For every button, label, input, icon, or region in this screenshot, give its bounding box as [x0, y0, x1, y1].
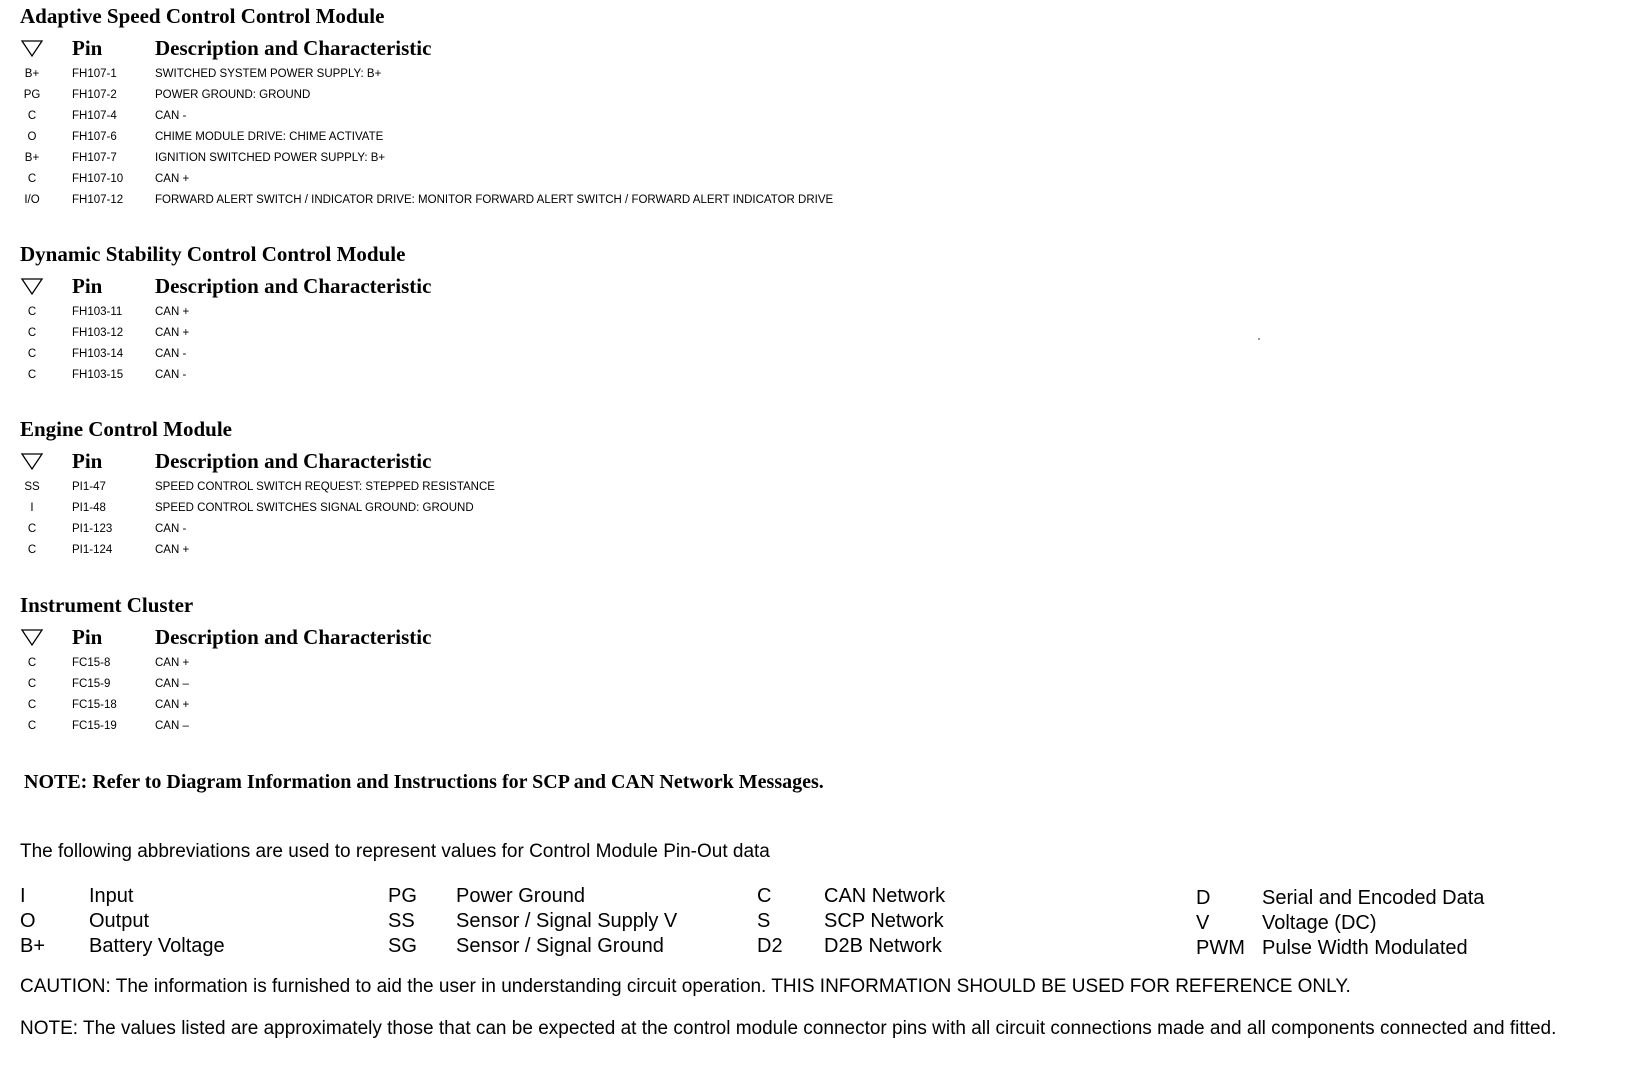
section-adaptive-speed-control: [20, 4, 834, 211]
abbr-meaning: D2B Network: [824, 935, 942, 957]
pin-type: O: [27, 131, 37, 143]
pin-type: I: [30, 502, 34, 514]
table-row: [20, 148, 384, 169]
pin-type: B+: [24, 152, 40, 164]
table-row: [20, 477, 495, 498]
table-row: [20, 64, 384, 85]
table-row: [20, 519, 232, 540]
pin-type: C: [27, 523, 37, 535]
table-row: [20, 302, 405, 323]
abbr-meaning: Input: [89, 885, 134, 907]
pin-id: FH107-6: [72, 131, 117, 143]
pin-id: FH103-11: [72, 306, 123, 318]
pin-type: C: [27, 544, 37, 556]
pin-description: CAN -: [155, 523, 187, 535]
pin-description: CAN +: [155, 544, 190, 556]
pin-type: I/O: [24, 194, 40, 206]
description-column-header: Description and Characteristic: [155, 36, 432, 60]
description-column-header: Description and Characteristic: [155, 625, 432, 649]
pin-description: CAN +: [155, 657, 190, 669]
caution-note: CAUTION: The information is furnished to aid the user in understanding circuit operation. THIS INFORMATION SHOULD BE USED FOR REFERENCE ONLY.: [20, 976, 1351, 997]
table-row: [20, 190, 834, 211]
description-column-header: Description and Characteristic: [155, 449, 432, 473]
pin-id: PI1-123: [72, 523, 113, 535]
pin-id: FH107-4: [72, 110, 117, 122]
section-title: Dynamic Stability Control Control Module: [20, 242, 406, 266]
pin-column-header: Pin: [72, 36, 103, 60]
pin-id: FH107-10: [72, 173, 124, 185]
abbr-meaning: Voltage (DC): [1262, 912, 1377, 934]
pin-description: CAN +: [155, 306, 190, 318]
table-row: [20, 498, 474, 519]
pin-id: FH103-12: [72, 327, 124, 339]
table-row: [20, 169, 384, 190]
pin-id: FH107-2: [72, 89, 117, 101]
pin-type: C: [27, 327, 37, 339]
pin-description: POWER GROUND: GROUND: [155, 89, 311, 101]
table-row: [20, 540, 232, 561]
abbr-code: SS: [388, 910, 415, 932]
pin-description: SWITCHED SYSTEM POWER SUPPLY: B+: [155, 68, 382, 80]
pin-id: FC15-18: [72, 699, 117, 711]
pin-type: B+: [24, 68, 40, 80]
section-title: Engine Control Module: [20, 417, 232, 441]
triangle-down-icon: [20, 276, 44, 296]
section-title: Adaptive Speed Control Control Module: [20, 4, 385, 28]
table-header: [20, 274, 432, 302]
pin-id: FC15-19: [72, 720, 117, 732]
table-row: [20, 127, 384, 148]
pin-description: CAN -: [155, 369, 187, 381]
pin-type: C: [27, 678, 37, 690]
abbr-meaning: Serial and Encoded Data: [1262, 887, 1485, 909]
table-row: [20, 653, 193, 674]
triangle-down-icon: [20, 451, 44, 471]
abbr-code: PWM: [1196, 937, 1245, 959]
abbr-code: I: [20, 885, 26, 907]
pin-description: SPEED CONTROL SWITCHES SIGNAL GROUND: GROUND: [155, 502, 474, 514]
table-row: [20, 674, 193, 695]
table-row: [20, 716, 193, 737]
table-header: [20, 36, 432, 64]
abbr-meaning: Power Ground: [456, 885, 585, 907]
pin-description: CAN +: [155, 173, 190, 185]
pin-id: FH103-14: [72, 348, 124, 360]
table-row: [20, 323, 405, 344]
pin-id: FH107-12: [72, 194, 124, 206]
pin-type: C: [27, 173, 37, 185]
pin-column-header: Pin: [72, 449, 103, 473]
pin-type: C: [27, 306, 37, 318]
pin-id: PI1-48: [72, 502, 106, 514]
pin-description: CAN +: [155, 327, 190, 339]
abbr-meaning: Pulse Width Modulated: [1262, 937, 1468, 959]
abbr-code: O: [20, 910, 36, 932]
abbr-code: D2: [757, 935, 783, 957]
pin-type: C: [27, 657, 37, 669]
pin-id: FH107-1: [72, 68, 117, 80]
network-note: NOTE: Refer to Diagram Information and Instructions for SCP and CAN Network Messages.: [24, 771, 824, 793]
pin-description: CAN -: [155, 348, 187, 360]
pin-id: FC15-8: [72, 657, 111, 669]
abbr-meaning: Sensor / Signal Ground: [456, 935, 664, 957]
abbr-meaning: CAN Network: [824, 885, 946, 907]
pin-column-header: Pin: [72, 274, 103, 298]
abbr-meaning: Output: [89, 910, 150, 932]
pin-type: C: [27, 699, 37, 711]
pin-description: FORWARD ALERT SWITCH / INDICATOR DRIVE: MONITOR FORWARD ALERT SWITCH / FORWARD ALERT INDICATOR DRIVE: [155, 194, 834, 206]
table-row: [20, 85, 384, 106]
values-note: NOTE: The values listed are approximately those that can be expected at the control module connector pins with all circuit connections made and all components connected and fitted.: [20, 1018, 1557, 1039]
pin-description: IGNITION SWITCHED POWER SUPPLY: B+: [155, 152, 386, 164]
abbreviations-intro: The following abbreviations are used to represent values for Control Module Pin-Out data: [20, 841, 770, 862]
pin-column-header: Pin: [72, 625, 103, 649]
pin-description: CAN –: [155, 720, 189, 732]
pin-description: CHIME MODULE DRIVE: CHIME ACTIVATE: [155, 131, 384, 143]
table-row: [20, 106, 384, 127]
abbr-code: D: [1196, 887, 1211, 909]
abbr-meaning: Sensor / Signal Supply V: [456, 910, 678, 932]
section-title: Instrument Cluster: [20, 593, 194, 617]
pin-type: C: [27, 720, 37, 732]
pin-id: FH103-15: [72, 369, 124, 381]
pin-id: PI1-47: [72, 481, 106, 493]
pin-type: PG: [23, 89, 41, 101]
abbr-code: C: [757, 885, 772, 907]
pin-type: SS: [24, 481, 40, 493]
table-header: [20, 625, 432, 653]
table-row: [20, 344, 405, 365]
table-row: [20, 365, 405, 386]
pin-description: CAN +: [155, 699, 190, 711]
pin-id: FH107-7: [72, 152, 117, 164]
pin-description: SPEED CONTROL SWITCH REQUEST: STEPPED RESISTANCE: [155, 481, 495, 493]
abbr-meaning: SCP Network: [824, 910, 944, 932]
description-column-header: Description and Characteristic: [155, 274, 432, 298]
abbr-meaning: Battery Voltage: [89, 935, 225, 957]
pin-type: C: [27, 369, 37, 381]
abbr-code: PG: [388, 885, 417, 907]
section-dynamic-stability-control: [20, 242, 432, 386]
pin-type: C: [27, 110, 37, 122]
abbr-code: SG: [388, 935, 417, 957]
pin-id: FC15-9: [72, 678, 111, 690]
triangle-down-icon: [20, 38, 44, 58]
scan-speck: [1258, 338, 1260, 340]
pin-description: CAN –: [155, 678, 189, 690]
triangle-down-icon: [20, 627, 44, 647]
abbr-code: B+: [20, 935, 46, 957]
table-row: [20, 695, 193, 716]
section-engine-control-module: [20, 417, 495, 561]
abbr-code: S: [757, 910, 771, 932]
section-instrument-cluster: [20, 593, 432, 737]
abbr-code: V: [1196, 912, 1210, 934]
pin-type: C: [27, 348, 37, 360]
pin-id: PI1-124: [72, 544, 113, 556]
table-header: [20, 449, 432, 477]
pin-description: CAN -: [155, 110, 187, 122]
